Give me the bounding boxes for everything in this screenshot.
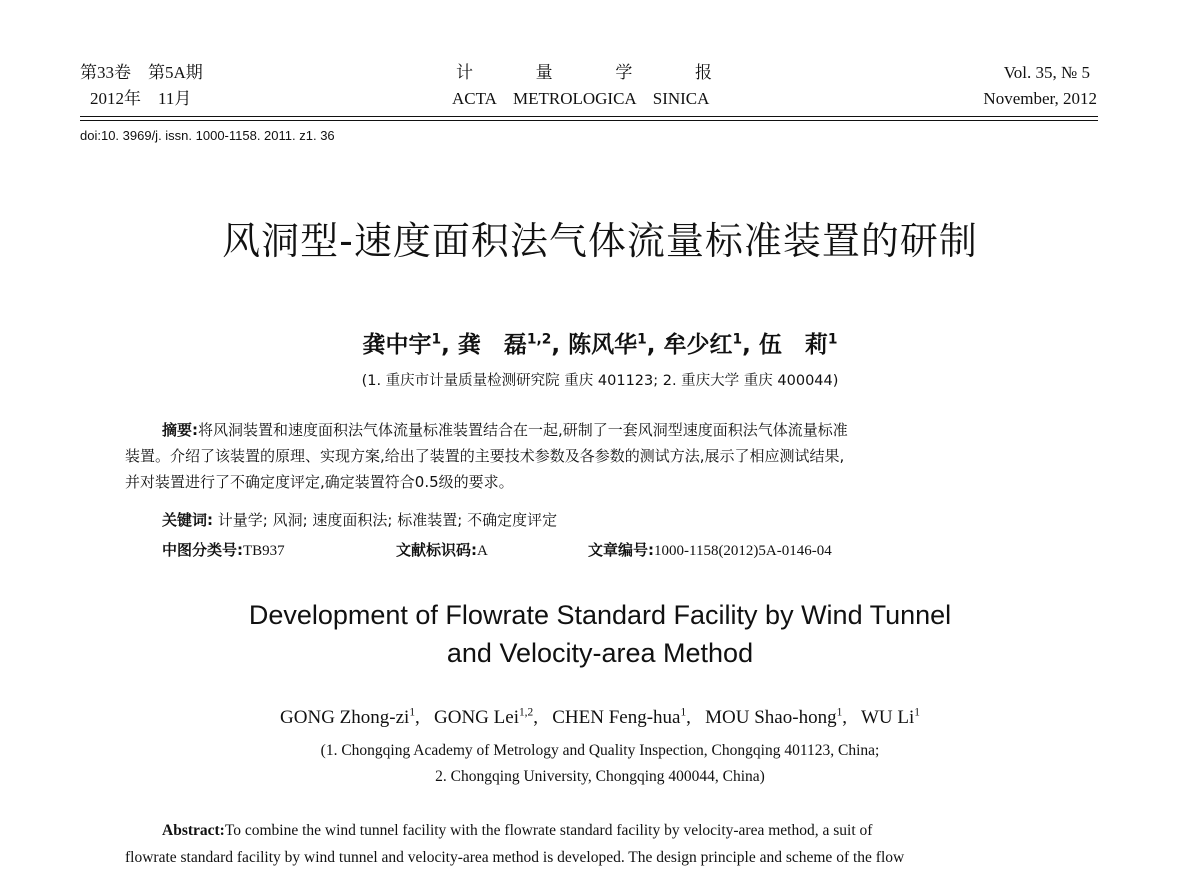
author-en: GONG Zhong-$zi^1$ (280, 706, 416, 728)
keywords-cn-label: 关键词: (162, 511, 213, 529)
journal-title-cn (456, 62, 712, 84)
affiliation-en-line-1: (1. Chongqing Academy of Metrology and Quality Inspection, Chongqing 401123, China; (320, 742, 880, 759)
journal-char: 计 (456, 63, 473, 83)
article-number: 文章编号:1000-1158(2012)5A-0146-04 (588, 541, 832, 559)
author-cn: 龚中宇$^1$ (362, 331, 442, 358)
abstract-en-line-1: Abstract:To combine the wind tunnel facility with the flowrate standard facility by velocity-area method, a suit of (162, 822, 873, 839)
author-cn: 龚 磊$^{1,2}$ (457, 331, 552, 358)
authors-en: GONG Zhong-$zi^1$, GONG Lei$^{1,2}$, CHEN Feng-hua$^1$, MOU Shao-hong$^1$, WU Li$^1$ (280, 706, 920, 728)
header-rule-top (80, 116, 1098, 117)
clc-number: 中图分类号:TB937 (162, 541, 285, 559)
keywords-cn: 关键词: 计量学; 风洞; 速度面积法; 标准装置; 不确定度评定 (162, 511, 558, 529)
abstract-cn-line-3: 并对装置进行了不确定度评定,确定装置符合0.5级的要求。 (125, 473, 514, 491)
author-cn: 牟少红$^1$ (663, 331, 743, 358)
abstract-en-line-2: flowrate standard facility by wind tunnel and velocity-area method is developed. The design principle and scheme of the flow (125, 849, 905, 866)
title-en-line-2: and Velocity-area Method (446, 638, 754, 668)
volume-number-en: Vol. 35, № 5 (1003, 63, 1090, 82)
authors-cn: 龚中宇$^1$, 龚 磊$^{1,2}$, 陈风华$^1$, 牟少红$^1$, 伍 莉$^1$ (362, 331, 838, 358)
author-en: CHEN Feng-hua$^1$ (552, 706, 687, 728)
publication-date-en: November, 2012 (983, 89, 1097, 108)
header-rule-bottom (80, 120, 1098, 121)
author-cn: 陈风华$^1$ (568, 331, 647, 358)
abstract-en-label: Abstract: (162, 822, 225, 839)
title-en-line-1: Development of Flowrate Standard Facility by Wind Tunnel (248, 600, 952, 630)
abstract-cn-line-2: 装置。介绍了该装置的原理、实现方案,给出了装置的主要技术参数及各参数的测试方法,展示了相应测试结果, (125, 447, 845, 465)
abstract-cn-label: 摘要: (162, 421, 198, 439)
author-en: WU Li$^1$ (860, 706, 920, 728)
publication-date-cn: 2012年 11月 (90, 89, 192, 108)
title-cn: 风洞型-速度面积法气体流量标准装置的研制 (222, 219, 978, 263)
doi: doi:10. 3969/j. issn. 1000-1158. 2011. z1. 36 (80, 128, 335, 143)
volume-issue: 第33卷 第5A期 (80, 63, 203, 82)
author-cn: 伍 莉$^1$ (758, 331, 838, 358)
abstract-cn-line-1: 摘要:将风洞装置和速度面积法气体流量标准装置结合在一起,研制了一套风洞型速度面积法气体流量标准 (162, 421, 848, 439)
author-en: MOU Shao-hong$^1$ (705, 706, 843, 728)
author-en: GONG Lei$^{1,2}$ (434, 706, 534, 728)
journal-char: 量 (535, 63, 553, 83)
affiliation-cn: (1. 重庆市计量质量检测研究院 重庆 401123; 2. 重庆大学 重庆 400044) (361, 373, 839, 389)
journal-title-en: ACTA METROLOGICA SINICA (452, 89, 710, 108)
journal-char: 学 (615, 63, 633, 83)
journal-char: 报 (694, 63, 712, 83)
affiliation-en-line-2: 2. Chongqing University, Chongqing 400044, China) (435, 768, 765, 785)
document-code: 文献标识码:A (396, 541, 488, 559)
